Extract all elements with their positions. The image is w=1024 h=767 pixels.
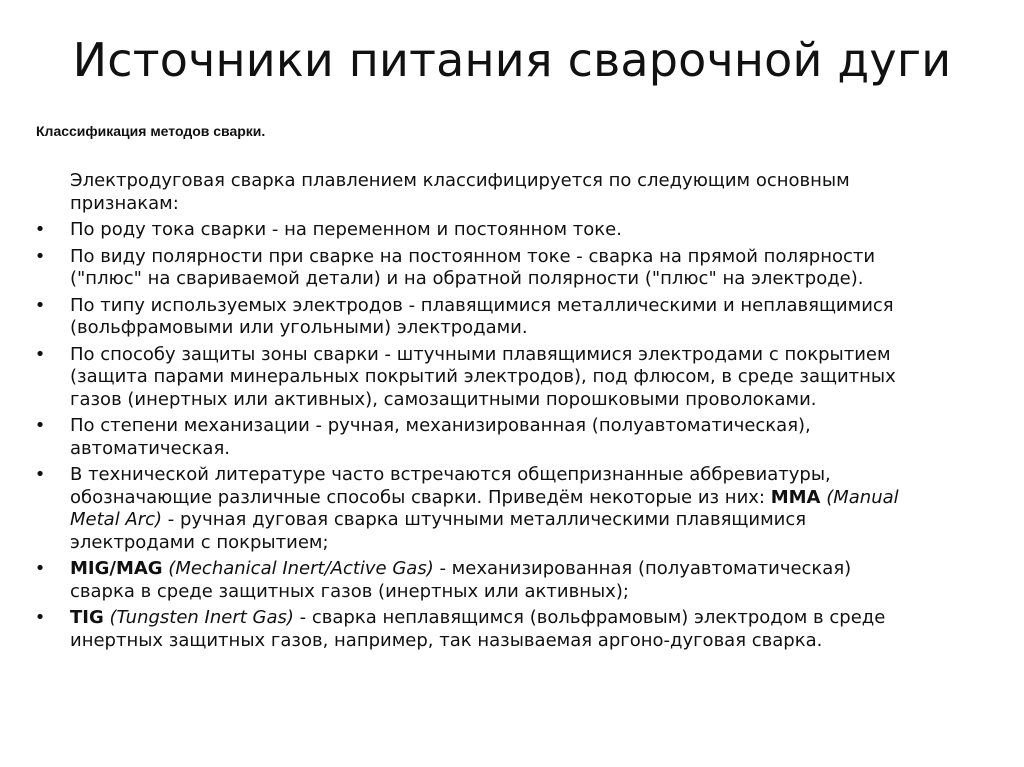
bullet-icon: • bbox=[34, 294, 46, 316]
item-line: (вольфрамовыми или угольными) электродами. bbox=[70, 317, 528, 338]
item-text: - сварка неплавящимся (вольфрамовым) электродом в среде bbox=[293, 607, 886, 628]
list-item-mig-mag bbox=[34, 558, 990, 603]
bullet-icon: • bbox=[34, 245, 46, 267]
bullet-icon: • bbox=[34, 415, 46, 436]
item-line: инертных защитных газов, например, так называемая аргоно-дуговая сварка. bbox=[70, 629, 823, 651]
abbr-tig-expansion: (Tungsten Inert Gas) bbox=[103, 607, 294, 628]
list-item bbox=[34, 245, 990, 291]
item-line bbox=[70, 509, 990, 532]
bullet-icon: • bbox=[34, 219, 46, 240]
item-line: В технической литературе часто встречаются общепризнанные аббревиатуры, bbox=[70, 464, 831, 485]
item-line: электродами с покрытием; bbox=[70, 531, 329, 553]
abbr-mig-mag-expansion: (Mechanical Inert/Active Gas) bbox=[162, 558, 434, 579]
abbr-mma-expansion: Metal Arc) bbox=[70, 509, 163, 530]
list-item-tig bbox=[34, 607, 990, 652]
list-item bbox=[34, 343, 990, 412]
item-line: (защита парами минеральных покрытий электродов), под флюсом, в среде защитных bbox=[70, 366, 896, 387]
item-line: По виду полярности при сварке на постоянном токе - сварка на прямой полярности bbox=[70, 245, 876, 267]
body-text bbox=[34, 170, 990, 656]
item-line: газов (инертных или активных), самозащитными порошковыми проволоками. bbox=[70, 388, 817, 410]
bullet-icon: • bbox=[34, 607, 46, 628]
list-item bbox=[34, 415, 990, 460]
item-line bbox=[70, 607, 990, 630]
item-text: - механизированная (полуавтоматическая) bbox=[433, 558, 852, 579]
item-line: По степени механизации - ручная, механизированная (полуавтоматическая), bbox=[70, 415, 811, 436]
list-item-abbreviations bbox=[34, 464, 990, 554]
intro-line: Электродуговая сварка плавлением классифицируется по следующим основным bbox=[70, 170, 850, 191]
abbr-mma-expansion: (Manual bbox=[820, 486, 899, 508]
intro-paragraph bbox=[40, 170, 990, 215]
abbr-mma: MMA bbox=[770, 486, 821, 508]
abbr-tig: TIG bbox=[70, 607, 104, 628]
subheading: Классификация методов сварки. bbox=[36, 123, 266, 139]
item-text: обозначающие различные способы сварки. Приведём некоторые из них: bbox=[70, 486, 771, 508]
item-line: По типу используемых электродов - плавящимися металлическими и неплавящимися bbox=[70, 294, 894, 316]
list-item bbox=[34, 219, 990, 242]
intro-line: признакам: bbox=[70, 192, 179, 214]
item-line: По роду тока сварки - на переменном и постоянном токе. bbox=[70, 219, 622, 240]
bullet-icon: • bbox=[34, 464, 46, 485]
item-line: По способу защиты зоны сварки - штучными плавящимися электродами с покрытием bbox=[70, 343, 891, 365]
slide-title: Источники питания сварочной дуги bbox=[72, 33, 952, 87]
list-item bbox=[34, 294, 990, 340]
item-line: автоматическая. bbox=[70, 437, 230, 459]
item-line: ("плюс" на свариваемой детали) и на обратной полярности ("плюс" на электроде). bbox=[70, 268, 864, 289]
item-line: сварка в среде защитных газов (инертных или активных); bbox=[70, 580, 629, 602]
item-line bbox=[70, 487, 990, 510]
abbr-mig-mag: MIG/MAG bbox=[70, 558, 163, 579]
bullet-icon: • bbox=[34, 343, 46, 365]
bullet-icon: • bbox=[34, 558, 46, 579]
item-line bbox=[70, 558, 990, 581]
item-text: - ручная дуговая сварка штучными металлическими плавящимися bbox=[162, 509, 807, 530]
